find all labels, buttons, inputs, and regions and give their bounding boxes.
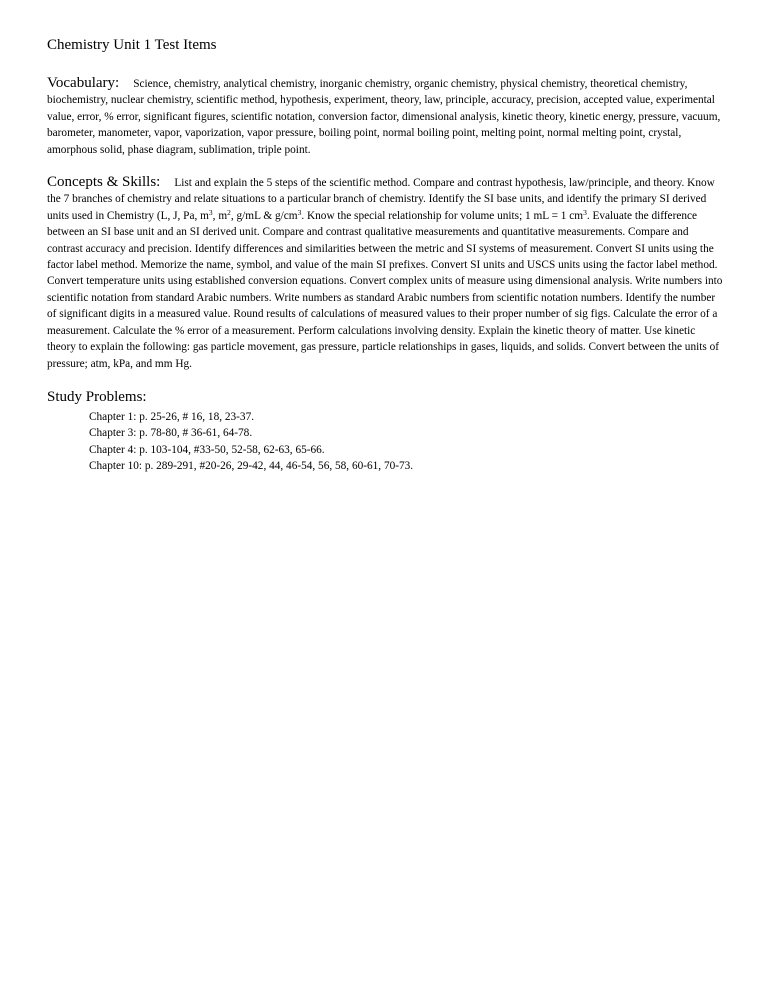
concepts-text-part: , m bbox=[212, 209, 228, 222]
concepts-text-part: . Evaluate the difference between an SI base unit and an SI derived unit. Compare and contrast qualitative measurements and quantitative measurements. Compare and contrast accuracy and precision. Identify differences and similarities between the metric and SI systems of measurement. Convert SI units using the factor label method. Memorize the name, symbol, and value of the main SI prefixes. Convert SI units and USCS units using the factor label method. Convert temperature units using established conversion equations. Convert complex units of measure using dimensional analysis. Write numbers into scientific notation from standard Arabic numbers. Write numbers as standard Arabic numbers from scientific notation numbers. Identify the number of significant digits in a measured value. Round results of calculations of measured values to their proper number of sig figs. Calculate the error of a measurement. Calculate the % error of a measurement. Perform calculations involving density. Explain the kinetic theory of matter. Use kinetic theory to explain the following: gas particle movement, gas pressure, particle relationships in gases, liquids, and solids. Convert between the units of pressure; atm, kPa, and mm Hg. bbox=[47, 209, 723, 370]
study-problems-list bbox=[47, 409, 723, 475]
study-problem-item: Chapter 4: p. 103-104, #33-50, 52-58, 62-63, 65-66. bbox=[89, 443, 325, 456]
vocabulary-heading: Vocabulary: bbox=[47, 75, 120, 91]
vocabulary-section bbox=[47, 75, 723, 158]
document-title: Chemistry Unit 1 Test Items bbox=[47, 37, 217, 53]
concepts-text-part: , g/mL & g/cm bbox=[230, 209, 298, 222]
concepts-text-part: . Know the special relationship for volume units; 1 mL = 1 cm bbox=[301, 209, 584, 222]
superscript: 2 bbox=[227, 207, 231, 217]
study-problems-section bbox=[47, 388, 723, 475]
document-page bbox=[47, 36, 723, 491]
superscript: 3 bbox=[208, 207, 213, 217]
study-problem-item: Chapter 1: p. 25-26, # 16, 18, 23-37. bbox=[89, 410, 255, 423]
concepts-paragraph bbox=[47, 174, 723, 372]
concepts-heading: Concepts & Skills: bbox=[47, 174, 161, 191]
concepts-section bbox=[47, 174, 723, 372]
study-problem-item: Chapter 10: p. 289-291, #20-26, 29-42, 44, 46-54, 56, 58, 60-61, 70-73. bbox=[89, 460, 414, 473]
vocabulary-paragraph bbox=[47, 75, 723, 158]
study-problems-heading: Study Problems: bbox=[47, 388, 147, 405]
superscript: 3 bbox=[583, 207, 587, 217]
study-problem-item: Chapter 3: p. 78-80, # 36-61, 64-78. bbox=[89, 427, 253, 440]
vocabulary-text: Science, chemistry, analytical chemistry, inorganic chemistry, organic chemistry, physical chemistry, theoretical chemistry, biochemistry, nuclear chemistry, scientific method, hypothesis, experiment, theory, law, principle, accuracy, precision, accepted value, experimental value, error, % error, significant figures, scientific notation, conversion factor, dimensional analysis, kinetic theory, kinetic energy, pressure, vacuum, barometer, manometer, vapor, vaporization, vapor pressure, boiling point, normal boiling point, melting point, normal melting point, crystal, amorphous solid, phase diagram, sublimation, triple point. bbox=[47, 78, 721, 156]
concepts-text-part: List and explain the 5 steps of the scientific method. Compare and contrast hypothesis, law/principle, and theory. Know the 7 branches of chemistry and relate situations to a particular branch of chemistry. Identify the SI base units, and identify the primary SI derived units used in Chemistry (L, J, Pa, m bbox=[47, 177, 715, 222]
superscript: 3 bbox=[297, 207, 302, 217]
